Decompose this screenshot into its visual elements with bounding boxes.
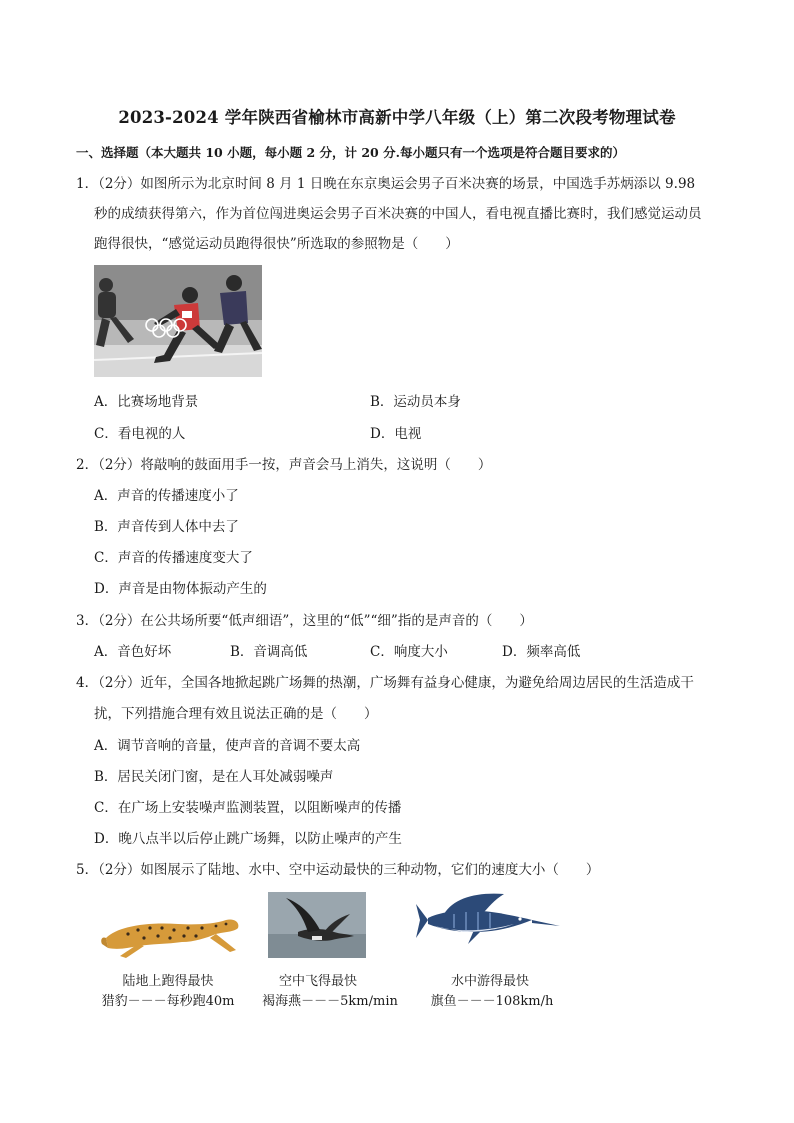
q2-option-b: B．声音传到人体中去了: [94, 519, 239, 535]
q4-line1: 4．（2分）近年，全国各地掀起跳广场舞的热潮，广场舞有益身心健康，为避免给周边居民的生活造成干: [76, 675, 694, 691]
q2-option-d: D．声音是由物体振动产生的: [94, 581, 267, 597]
cheetah-caption-speed: 猎豹－－－每秒跑40m: [101, 994, 235, 1009]
q3-option-b: B．音调高低: [230, 644, 308, 660]
cheetah-image: [98, 908, 244, 962]
sprinters-photo: [94, 265, 262, 377]
sailfish-image: [414, 890, 562, 952]
q1-option-b: B．运动员本身: [370, 394, 461, 410]
q5-line1: 5．（2分）如图展示了陆地、水中、空中运动最快的三种动物，它们的速度大小（ ）: [76, 862, 600, 878]
q4-option-a: A．调节音响的音量，使声音的音调不要太高: [94, 738, 361, 754]
sailfish-caption-speed: 旗鱼－－－108km/h: [430, 994, 554, 1009]
page-title: 2023-2024 学年陕西省榆林市高新中学八年级（上）第二次段考物理试卷: [118, 108, 676, 127]
q3-line1: 3．（2分）在公共场所要“低声细语”，这里的“低”“细”指的是声音的（ ）: [76, 613, 533, 629]
q1-option-c: C．看电视的人: [94, 426, 186, 442]
q1-option-a: A．比赛场地背景: [94, 394, 199, 410]
q4-line2: 扰，下列措施合理有效且说法正确的是（ ）: [94, 706, 378, 722]
cheetah-caption-title: 陆地上跑得最快: [122, 974, 214, 989]
sailfish-caption-title: 水中游得最快: [450, 974, 529, 989]
q1-option-d: D．电视: [370, 426, 422, 442]
q1-line1: 1．（2分）如图所示为北京时间 8 月 1 日晚在东京奥运会男子百米决赛的场景，中国选手苏炳添以 9.98: [76, 176, 696, 192]
q3-option-a: A．音色好坏: [94, 644, 172, 660]
q3-option-d: D．频率高低: [502, 644, 581, 660]
q1-line3: 跑得很快，“感觉运动员跑得很快”所选取的参照物是（ ）: [94, 236, 459, 252]
q3-option-c: C．响度大小: [370, 644, 448, 660]
petrel-caption-title: 空中飞得最快: [278, 974, 357, 989]
q4-option-c: C．在广场上安装噪声监测装置，以阻断噪声的传播: [94, 800, 402, 816]
q4-option-b: B．居民关闭门窗，是在人耳处减弱噪声: [94, 769, 334, 785]
q1-line2: 秒的成绩获得第六，作为首位闯进奥运会男子百米决赛的中国人，看电视直播比赛时，我们感觉运动员: [94, 206, 702, 222]
petrel-image: [268, 892, 366, 958]
section-heading: 一、选择题（本大题共 10 小题，每小题 2 分，计 20 分.每小题只有一个选项是符合题目要求的）: [76, 145, 625, 160]
q2-line1: 2．（2分）将敲响的鼓面用手一按，声音会马上消失，这说明（ ）: [76, 457, 492, 473]
q2-option-c: C．声音的传播速度变大了: [94, 550, 253, 566]
q4-option-d: D．晚八点半以后停止跳广场舞，以防止噪声的产生: [94, 831, 402, 847]
petrel-caption-speed: 褐海燕－－－5km/min: [262, 994, 398, 1009]
q2-option-a: A．声音的传播速度小了: [94, 488, 239, 504]
